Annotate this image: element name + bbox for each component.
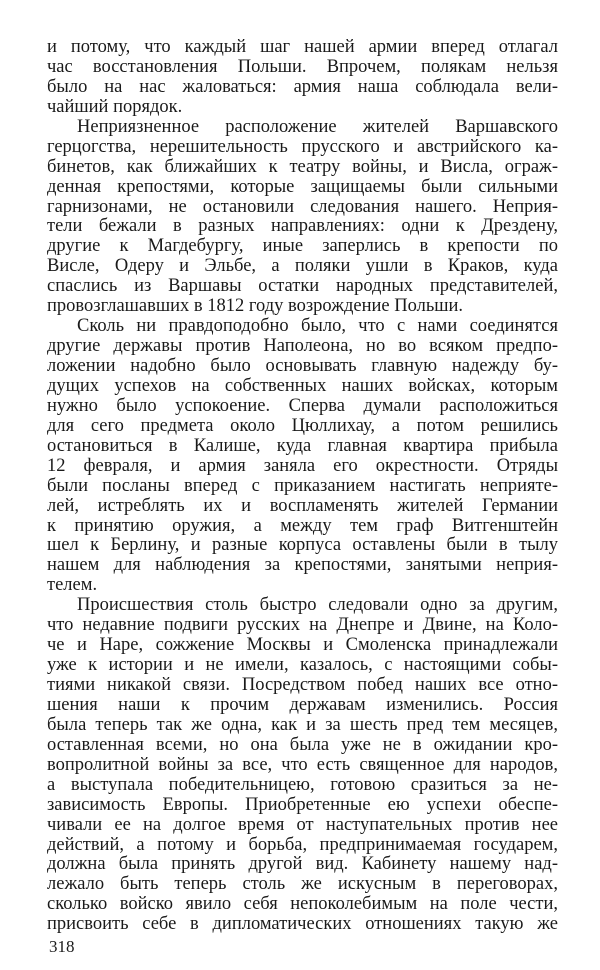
text-line: остановиться в Калише, куда главная квартира прибыла [47,436,558,456]
text-line: провозглашавших в 1812 году возрождение Польши. [47,297,464,317]
text-line: были посланы вперед с приказанием настигать неприяте- [47,476,558,496]
text-line: и потому, что каждый шаг нашей армии вперед отлагал [47,38,558,57]
text-line: Неприязненное расположение жителей Варшавского [77,117,558,137]
text-line: чайший порядок. [47,97,183,117]
text-line: действий, а потому и борьба, предпринимаемая государем, [47,835,558,855]
text-line: зависимость Европы. Приобретенные ею успехи обеспе- [47,795,558,815]
text-line: другие державы против Наполеона, но во всяком предпо- [47,337,558,357]
text-line: нашем для наблюдения за крепостями, занятыми неприя- [47,556,558,576]
text-line: денная крепостями, которые защищаемы были сильными [47,177,558,197]
text-line: че и Наре, сожжение Москвы и Смоленска принадлежали [47,636,558,656]
text-line: час восстановления Польши. Впрочем, полякам нельзя [47,57,558,77]
paragraph [47,596,558,935]
text-line: лежало быть теперь столь же искусным в переговорах, [47,875,558,895]
text-line: Происшествия столь быстро следовали одно за другим, [77,596,558,616]
text-line: для сего предмета около Цюллихау, а потом решились [47,416,558,436]
text-line: гарнизонами, не остановили следования нашего. Неприя- [47,197,558,217]
text-line: Сколь ни правдоподобно было, что с нами соединятся [77,317,558,337]
text-line: другие к Магдебургу, иные заперлись в крепости по [47,237,558,257]
text-line: дущих успехов на собственных наших войсках, которым [47,376,558,396]
text-line: к принятию оружия, а между тем граф Витгенштейн [47,516,558,536]
paragraph [47,118,558,317]
text-line: тели бежали в разных направлениях: одни к Дрездену, [47,217,558,237]
text-line: вопролитной войны за все, что есть священное для народов, [47,755,558,775]
paragraph [47,38,558,118]
text-line: было на нас жаловаться: армия наша соблюдала вели- [47,77,558,97]
text-line: ложении надобно было основывать главную надежду бу- [47,357,558,376]
text-line: а выступала победительницею, готовою сразиться за не- [47,775,558,795]
text-line: 12 февраля, и армия заняла его окрестности. Отряды [47,456,558,476]
text-line: уже к истории и не имели, казалось, с настоящими собы- [47,656,558,676]
paragraph [47,317,558,596]
text-line: герцогства, нерешительность прусского и австрийского ка- [47,137,558,157]
text-line: чивали ее на долгое время от наступательных против нее [47,815,558,835]
page-body [47,38,558,935]
text-line: оставленная всеми, но она была уже не в ожидании кро- [47,735,558,755]
text-line: тиями никакой связи. Посредством побед наших все отно- [47,676,558,695]
text-line: шел к Берлину, и разные корпуса оставлены были в тылу [47,536,558,556]
text-line: должна была принять другой вид. Кабинету нашему над- [47,855,558,875]
text-line: сколько войско явило себя непоколебимым на поле чести, [47,895,558,915]
text-line: присвоить себе в дипломатических отношениях такую же [47,915,558,935]
text-line: спаслись из Варшавы остатки народных представителей, [47,277,558,297]
text-line: шения наши к прочим державам изменились. Россия [47,695,558,715]
text-line: лей, истреблять их и воспламенять жителей Германии [47,496,558,516]
text-line: телем. [47,576,98,596]
page-number: 318 [49,937,75,956]
text-line: нужно было успокоение. Сперва думали расположиться [47,396,558,416]
text-line: Висле, Одеру и Эльбе, а поляки ушли в Краков, куда [47,257,558,277]
text-line: что недавние подвиги русских на Днепре и Двине, на Коло- [47,616,558,636]
text-line: бинетов, как ближайших к театру войны, и Висла, ограж- [47,157,558,177]
text-line: была теперь так же одна, как и за шесть пред тем месяцев, [47,715,558,735]
